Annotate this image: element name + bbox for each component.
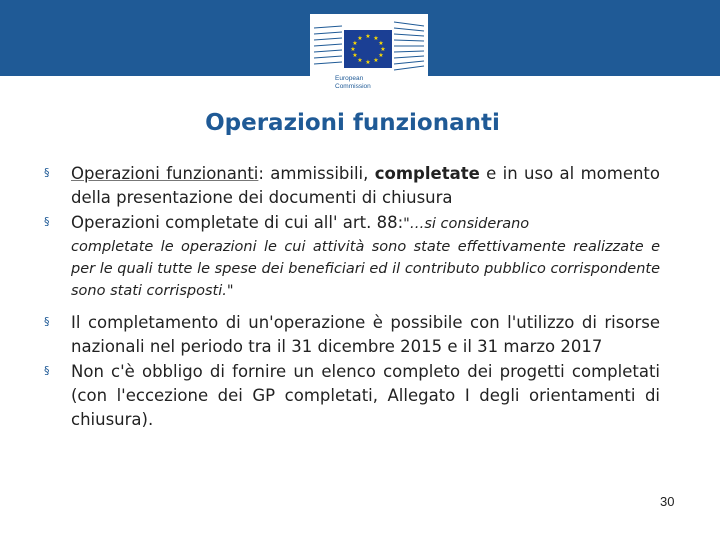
text-segment: Operazioni completate di cui all' art. 88: [71,213,404,232]
logo-caption [335,75,371,91]
bullet-marker: § [44,315,50,328]
bullet-item-3 [44,311,660,359]
bold-term: completate [374,164,480,183]
bullet-marker: § [44,166,50,179]
term-underlined: Operazioni funzionanti [71,164,259,183]
bullet-item-4 [44,360,660,432]
bullet-text: Il completamento di un'operazione è possibile con l'utilizzo di risorse nazionali nel periodo tra il 31 dicembre 2015 e il 31 marzo 2017 [71,313,660,356]
logo-line-2: Commission [335,83,371,90]
svg-text:★: ★ [373,57,379,64]
bullet-item-2 [44,211,660,302]
svg-text:★: ★ [352,52,358,59]
svg-text:★: ★ [357,35,363,42]
svg-text:★: ★ [357,57,363,64]
quote-text: completate le operazioni le cui attività sono state effettivamente realizzate e per le quali tutte le spese dei beneficiari ed il contributo pubblico corrispondente sono stati corrisposti." [71,239,660,299]
svg-text:★: ★ [365,59,371,66]
bullet-list [44,162,660,432]
logo-line-1: European [335,75,364,82]
text-segment: e in uso al momento della presentazione dei documenti di chiusura [71,164,660,207]
svg-text:★: ★ [352,40,358,47]
bullet-text [71,162,660,210]
bullet-item-1 [44,162,660,210]
svg-text:★: ★ [350,46,356,53]
quote-start: "…si considerano [403,216,530,232]
svg-text:★: ★ [378,40,384,47]
svg-text:★: ★ [365,33,371,40]
bullet-text [71,211,660,236]
text-segment: : ammissibili, [258,164,375,183]
svg-text:★: ★ [380,46,386,53]
bullet-text: Non c'è obbligo di fornire un elenco completo dei progetti completati (con l'eccezione dei GP completati, Allegato I degli orientamenti di chiusura). [71,362,660,429]
slide-title: Operazioni funzionanti [205,110,500,136]
bullet-marker: § [44,364,50,377]
page-number: 30 [660,494,675,509]
bullet-marker: § [44,215,50,228]
svg-text:★: ★ [373,35,379,42]
svg-text:★: ★ [378,52,384,59]
